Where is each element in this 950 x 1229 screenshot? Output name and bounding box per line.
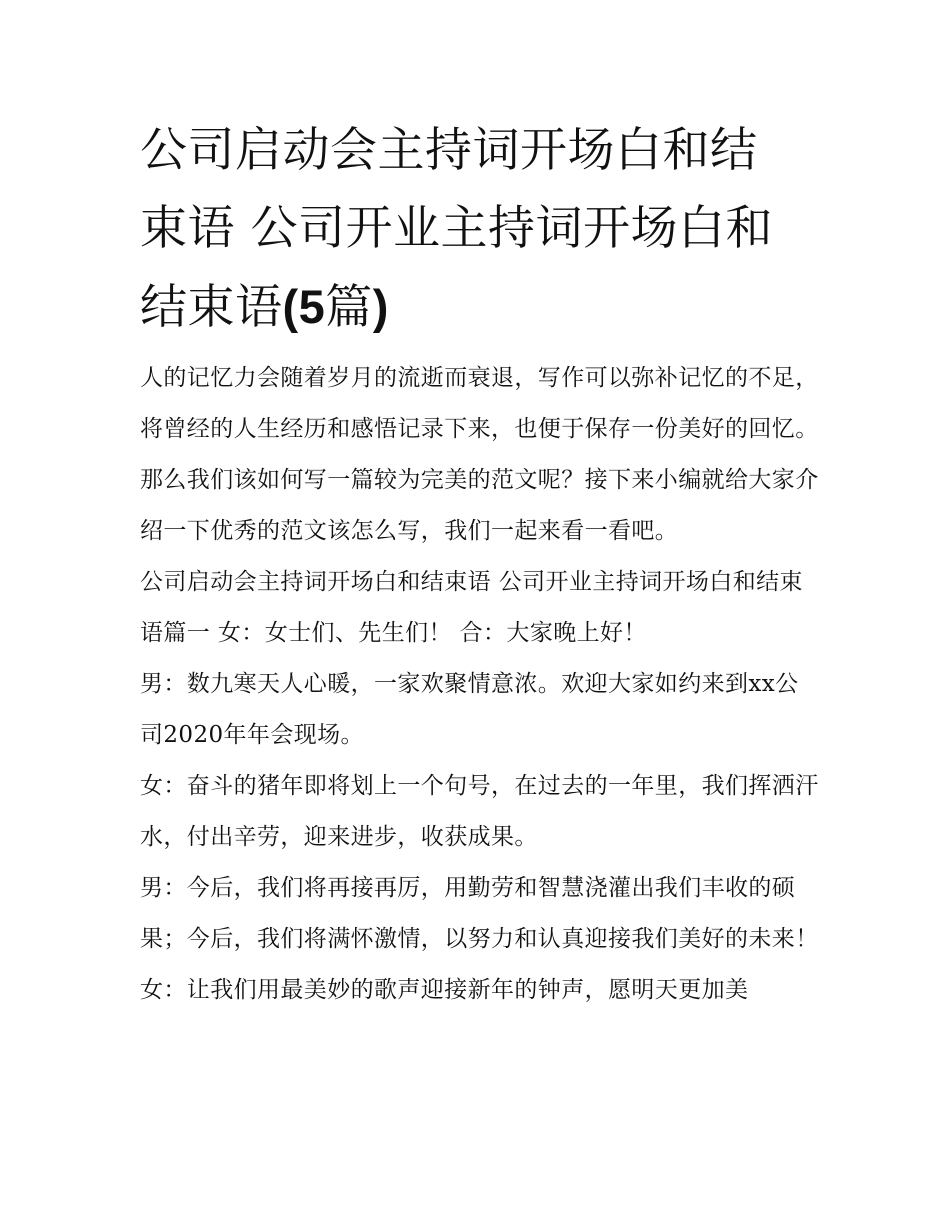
document-page <box>140 112 820 1016</box>
paragraph-female-1: 女：奋斗的猪年即将划上一个句号，在过去的一年里，我们挥洒汗水，付出辛劳，迎来进步，收获成果。 <box>140 773 819 850</box>
title-line-2: 束语 公司开业主持词开场白和 <box>140 201 773 256</box>
paragraph-male-2: 男：今后，我们将再接再厉，用勤劳和智慧浇灌出我们丰收的硕果；今后，我们将满怀激情，以努力和认真迎接我们美好的未来！ <box>140 875 819 952</box>
title-line-3-prefix: 结束语 <box>140 280 283 335</box>
title-line-3-num: (5 <box>282 280 326 333</box>
title-line-1: 公司启动会主持词开场白和结 <box>140 123 758 178</box>
document-title <box>140 112 820 347</box>
paragraph-intro: 人的记忆力会随着岁月的流逝而衰退，写作可以弥补记忆的不足，将曾经的人生经历和感悟记录下来，也便于保存一份美好的回忆。那么我们该如何写一篇较为完美的范文呢？接下来小编就给大家介绍一下优秀的范文该怎么写，我们一起来看一看吧。 <box>140 365 819 544</box>
paragraph-female-2: 女：让我们用最美妙的歌声迎接新年的钟声，愿明天更加美 <box>140 977 749 1003</box>
title-line-3-suffix: 篇 <box>325 280 373 335</box>
paragraph-heading: 公司启动会主持词开场白和结束语 公司开业主持词开场白和结束语篇一 女：女士们、先生们！ 合：大家晚上好！ <box>140 569 803 646</box>
paragraph-male-1: 男：数九寒天人心暖，一家欢聚情意浓。欢迎大家如约来到xx公司2020年年会现场。 <box>140 671 799 748</box>
title-line-3-close: ) <box>372 280 389 333</box>
